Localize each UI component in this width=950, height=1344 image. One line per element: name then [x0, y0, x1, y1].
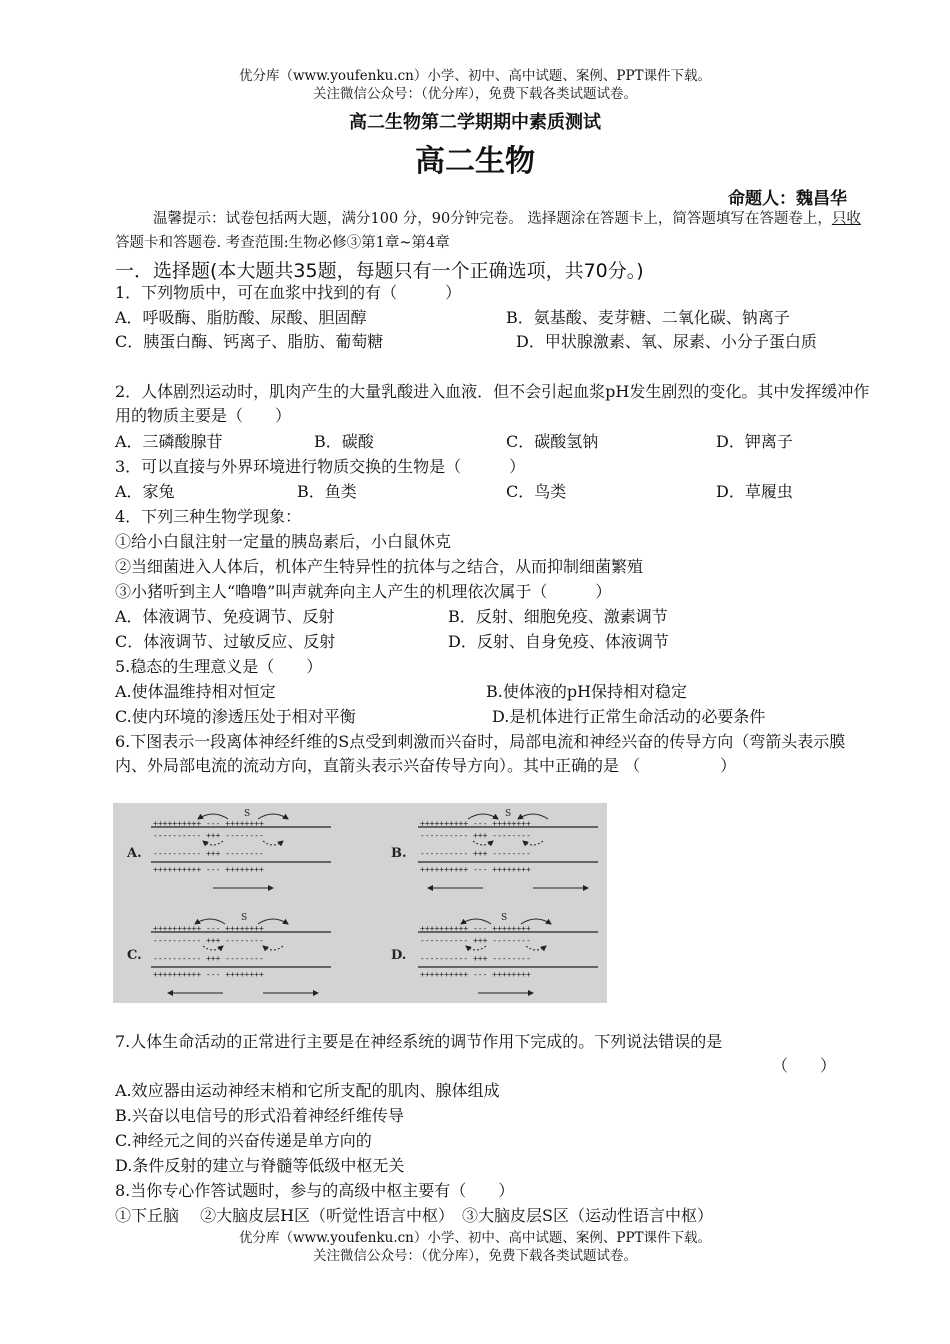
header-line-1: 优分库（www.youfenku.cn）小学、初中、高中试题、案例、PPT课件下载。 — [238, 68, 712, 84]
svg-text:++++++++++ --- ++++++++: ++++++++++ --- ++++++++ — [153, 865, 264, 874]
svg-text:---------- +++ --------: ---------- +++ -------- — [153, 936, 264, 945]
tip-part-2: 答题卡和答题卷. 考查范围:生物必修③第1章~第4章 — [115, 235, 450, 251]
q1-option-d: D．甲状腺激素、氧、尿素、小分子蛋白质 — [516, 332, 817, 351]
q4-item-2: ②当细菌进入人体后，机体产生特异性的抗体与之结合，从而抑制细菌繁殖 — [115, 557, 644, 576]
q4-option-c: C．体液调节、过敏反应、反射 — [115, 632, 336, 651]
q7-stem: 7.人体生命活动的正常进行主要是在神经系统的调节作用下完成的。下列说法错误的是 — [115, 1032, 723, 1051]
q5-option-a: A.使体温维持相对恒定 — [115, 682, 276, 701]
q7-option-d: D.条件反射的建立与脊髓等低级中枢无关 — [115, 1156, 405, 1175]
q1-option-b: B．氨基酸、麦芽糖、二氧化碳、钠离子 — [506, 308, 790, 327]
panel-a — [126, 809, 331, 888]
q2-stem: 2．人体剧烈运动时，肌肉产生的大量乳酸进入血液．但不会引起血浆pH发生剧烈的变化。其中发挥缓冲作用的物质主要是（ ） — [115, 382, 870, 425]
q6-stem: 6.下图表示一段离体神经纤维的S点受到刺激而兴奋时，局部电流和神经兴奋的传导方向（弯箭头表示膜内、外局部电流的流动方向，直箭头表示兴奋传导方向）。其中正确的是 （ ） — [115, 732, 846, 775]
exam-tip — [115, 207, 875, 255]
q3-stem: 3．可以直接与外界环境进行物质交换的生物是（ ） — [115, 457, 526, 476]
q1-stem: 1．下列物质中，可在血浆中找到的有（ ） — [115, 283, 462, 302]
svg-text:++++++++++ --- ++++++++: ++++++++++ --- ++++++++ — [420, 924, 531, 933]
q7-option-b: B.兴奋以电信号的形式沿着神经纤维传导 — [115, 1106, 404, 1125]
author-line: 命题人：魏昌华 — [728, 189, 847, 209]
q5-option-b: B.使体液的pH保持相对稳定 — [486, 682, 688, 701]
panel-a-s-label: S — [244, 809, 251, 819]
subject-title: 高二生物 — [415, 144, 535, 179]
tip-underlined: 只收 — [831, 211, 861, 227]
q4-option-d: D．反射、自身免疫、体液调节 — [448, 632, 669, 651]
q3-option-d: D．草履虫 — [716, 482, 793, 501]
svg-text:---------- +++ --------: ---------- +++ -------- — [153, 849, 264, 858]
header-line-2: 关注微信公众号：（优分库），免费下载各类试题试卷。 — [313, 86, 637, 102]
tip-part-1: 温馨提示：试卷包括两大题，满分100 分，90分钟完卷。 选择题涂在答题卡上，简答题填写在答题卷上， — [153, 211, 832, 227]
svg-text:++++++++++ --- ++++++++: ++++++++++ --- ++++++++ — [420, 970, 531, 979]
exam-title: 高二生物第二学期期中素质测试 — [349, 112, 601, 133]
footer-line-2: 关注微信公众号：（优分库），免费下载各类试题试卷。 — [313, 1248, 637, 1264]
q3-option-b: B．鱼类 — [297, 482, 357, 501]
svg-text:++++++++++ --- ++++++++: ++++++++++ --- ++++++++ — [153, 970, 264, 979]
section-heading: 一．选择题(本大题共35题，每题只有一个正确选项，共70分。) — [115, 260, 644, 282]
panel-d-label: D. — [391, 948, 407, 963]
q2-option-a: A．三磷酸腺苷 — [115, 432, 223, 451]
q8-items: ①下丘脑 ②大脑皮层H区（听觉性语言中枢） ③大脑皮层S区（运动性语言中枢） — [115, 1206, 714, 1225]
svg-text:---------- +++ --------: ---------- +++ -------- — [420, 831, 531, 840]
q7-option-c: C.神经元之间的兴奋传递是单方向的 — [115, 1131, 372, 1150]
q4-item-1: ①给小白鼠注射一定量的胰岛素后，小白鼠休克 — [115, 532, 452, 551]
panel-d-s-label: S — [501, 913, 508, 923]
q4-item-3: ③小猪听到主人“噜噜”叫声就奔向主人产生的机理依次属于（ ） — [115, 582, 612, 601]
svg-text:---------- +++ --------: ---------- +++ -------- — [420, 936, 531, 945]
panel-d — [391, 913, 598, 993]
panel-c-label: C. — [127, 948, 142, 963]
footer-line-1: 优分库（www.youfenku.cn）小学、初中、高中试题、案例、PPT课件下载。 — [238, 1230, 712, 1246]
q5-stem: 5.稳态的生理意义是（ ） — [115, 657, 323, 676]
q1-option-a: A．呼吸酶、脂肪酸、尿酸、胆固醇 — [115, 308, 367, 327]
q8-stem: 8.当你专心作答试题时，参与的高级中枢主要有（ ） — [115, 1181, 515, 1200]
q2-option-d: D．钾离子 — [716, 432, 793, 451]
nerve-fiber-diagram — [113, 803, 607, 1003]
q4-option-a: A．体液调节、免疫调节、反射 — [115, 607, 335, 626]
q1-option-d-wrap — [516, 330, 861, 354]
q3-option-c: C．鸟类 — [506, 482, 567, 501]
panel-c — [127, 913, 331, 993]
q5-option-c: C.使内环境的渗透压处于相对平衡 — [115, 707, 356, 726]
q2-option-b: B．碳酸 — [314, 432, 374, 451]
nerve-fiber-figure — [113, 803, 607, 1003]
q7-option-a: A.效应器由运动神经末梢和它所支配的肌肉、腺体组成 — [115, 1081, 500, 1100]
panel-c-s-label: S — [241, 913, 248, 923]
svg-text:++++++++++ --- ++++++++: ++++++++++ --- ++++++++ — [420, 819, 531, 828]
svg-text:---------- +++ --------: ---------- +++ -------- — [420, 954, 531, 963]
q4-option-b: B．反射、细胞免疫、激素调节 — [448, 607, 668, 626]
q7-paren: （ ） — [772, 1056, 837, 1075]
svg-text:++++++++++ --- ++++++++: ++++++++++ --- ++++++++ — [153, 924, 264, 933]
svg-text:---------- +++ --------: ---------- +++ -------- — [153, 831, 264, 840]
svg-text:++++++++++ --- ++++++++: ++++++++++ --- ++++++++ — [153, 819, 264, 828]
panel-a-label: A. — [127, 846, 142, 861]
panel-b — [391, 809, 598, 888]
q5-option-d: D.是机体进行正常生命活动的必要条件 — [492, 707, 766, 726]
svg-text:++++++++++ --- ++++++++: ++++++++++ --- ++++++++ — [420, 865, 531, 874]
panel-b-s-label: S — [505, 809, 512, 819]
q2-option-c: C．碳酸氢钠 — [506, 432, 599, 451]
q3-option-a: A．家兔 — [115, 482, 175, 501]
svg-text:---------- +++ --------: ---------- +++ -------- — [420, 849, 531, 858]
panel-b-label: B. — [391, 846, 407, 861]
q1-option-c: C．胰蛋白酶、钙离子、脂肪、葡萄糖 — [115, 332, 384, 351]
q4-stem: 4．下列三种生物学现象： — [115, 507, 302, 526]
svg-text:---------- +++ --------: ---------- +++ -------- — [153, 954, 264, 963]
